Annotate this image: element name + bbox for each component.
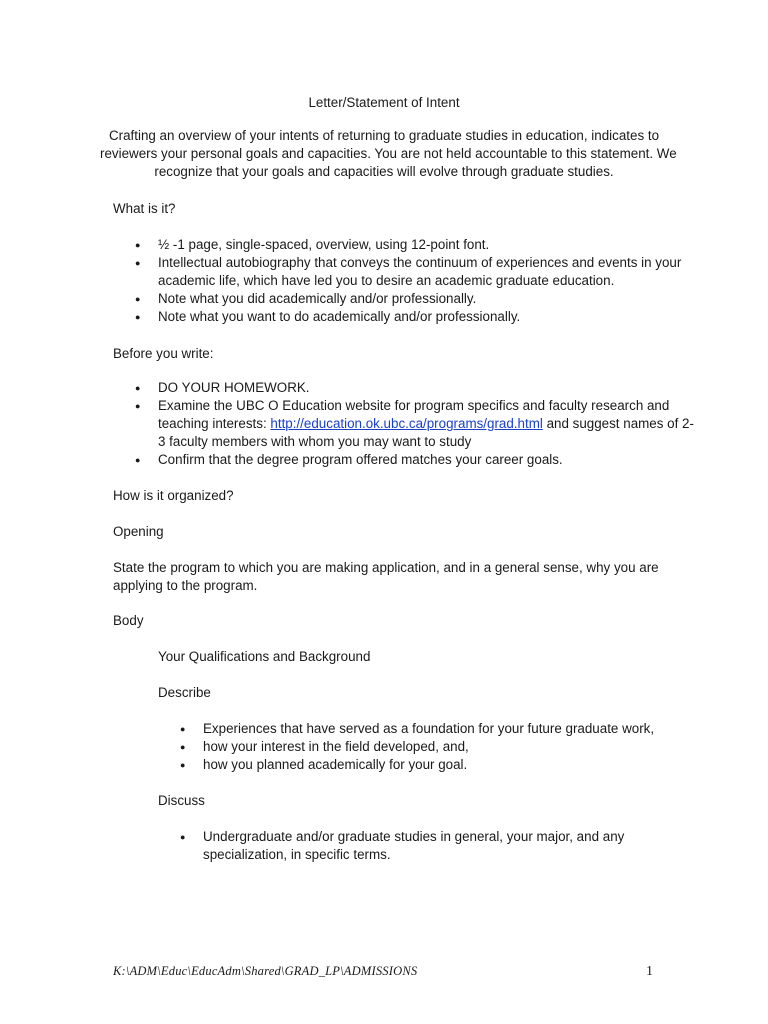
bullet-icon: ● (135, 294, 141, 304)
page-number: 1 (646, 964, 653, 979)
qualifications-heading: Your Qualifications and Background (158, 649, 371, 664)
text-run: and suggest names of 2- (542, 416, 694, 431)
list-item-continuation (158, 415, 694, 433)
bullet-icon: ● (180, 832, 186, 842)
document-title: Letter/Statement of Intent (308, 95, 460, 110)
text-run: teaching interests: (158, 416, 271, 431)
organized-heading: How is it organized? (113, 488, 234, 503)
bullet-icon: ● (135, 383, 141, 393)
list-item: Confirm that the degree program offered matches your career goals. (158, 452, 563, 467)
list-item-continuation: academic life, which have led you to desire an academic graduate education. (158, 273, 615, 288)
list-item: how you planned academically for your goal. (203, 757, 468, 772)
list-item: Experiences that have served as a foundation for your future graduate work, (203, 721, 655, 736)
list-item: Examine the UBC O Education website for program specifics and faculty research and (158, 398, 670, 413)
bullet-icon: ● (135, 455, 141, 465)
list-item: Note what you did academically and/or professionally. (158, 291, 477, 306)
opening-line: applying to the program. (113, 578, 258, 593)
bullet-icon: ● (180, 760, 186, 770)
intro-line: recognize that your goals and capacities will evolve through graduate studies. (154, 164, 614, 179)
body-heading: Body (113, 613, 144, 628)
list-item-continuation: specialization, in specific terms. (203, 847, 391, 862)
footer-file-path: K:\ADM\Educ\EducAdm\Shared\GRAD_LP\ADMISSIONS (113, 964, 418, 978)
discuss-heading: Discuss (158, 793, 205, 808)
what-is-it-heading: What is it? (113, 201, 176, 216)
list-item: DO YOUR HOMEWORK. (158, 380, 310, 395)
bullet-icon: ● (135, 401, 141, 411)
intro-line: reviewers your personal goals and capacities. You are not held accountable to this statement. We (100, 146, 677, 161)
opening-heading: Opening (113, 524, 164, 539)
opening-line: State the program to which you are making application, and in a general sense, why you are (113, 560, 659, 575)
list-item: how your interest in the field developed, and, (203, 739, 469, 754)
list-item-continuation: 3 faculty members with whom you may want to study (158, 434, 472, 449)
list-item: Intellectual autobiography that conveys the continuum of experiences and events in your (158, 255, 682, 270)
grad-programs-link[interactable]: http://education.ok.ubc.ca/programs/grad.html (270, 416, 543, 431)
bullet-icon: ● (135, 258, 141, 268)
list-item: Note what you want to do academically and/or professionally. (158, 309, 521, 324)
bullet-icon: ● (135, 312, 141, 322)
list-item: Undergraduate and/or graduate studies in general, your major, and any (203, 829, 625, 844)
bullet-icon: ● (135, 240, 141, 250)
list-item: ½ -1 page, single-spaced, overview, using 12-point font. (158, 237, 490, 252)
describe-heading: Describe (158, 685, 211, 700)
before-you-write-heading: Before you write: (113, 346, 214, 361)
intro-paragraph (100, 127, 677, 181)
bullet-icon: ● (180, 742, 186, 752)
bullet-icon: ● (180, 724, 186, 734)
intro-line: Crafting an overview of your intents of returning to graduate studies in education, indicates to (108, 128, 660, 143)
